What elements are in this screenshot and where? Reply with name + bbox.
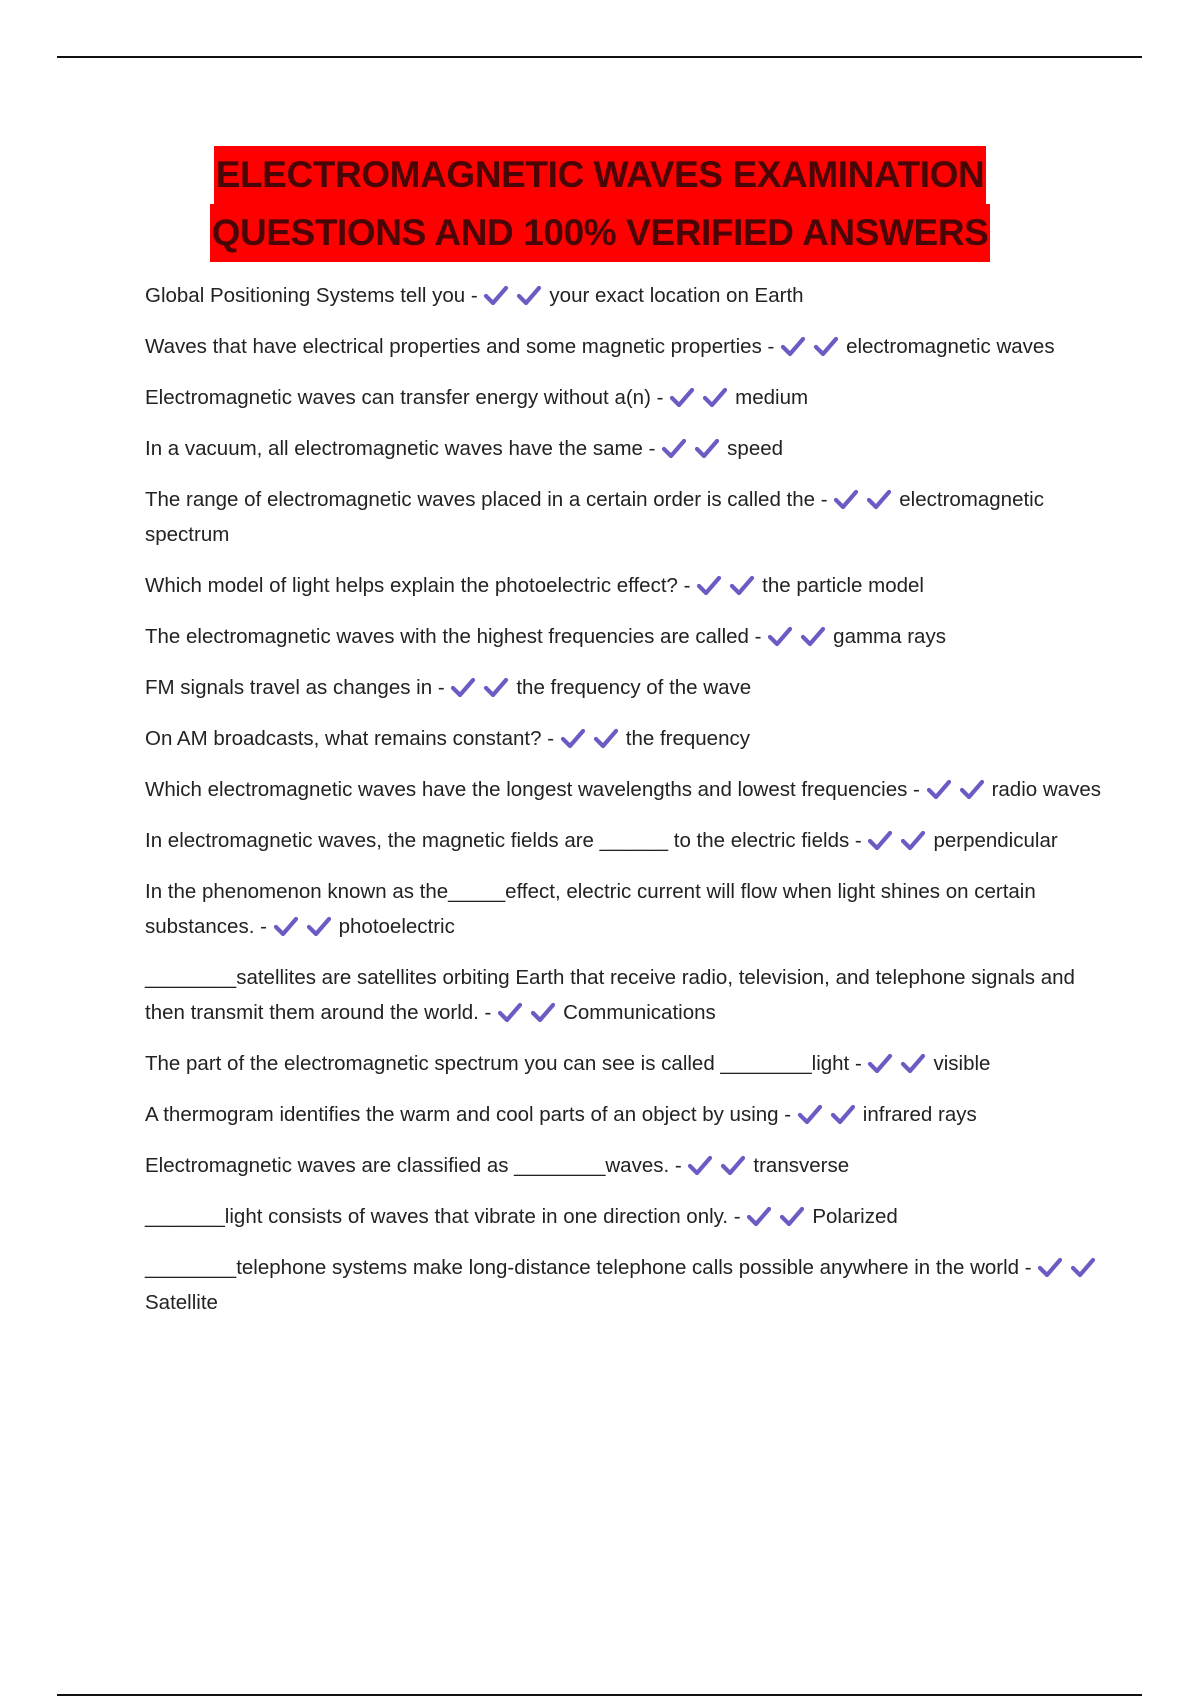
qa-item	[145, 619, 1105, 654]
title-line-1: ELECTROMAGNETIC WAVES EXAMINATION	[214, 146, 987, 204]
check-icon	[926, 778, 952, 800]
answer-text: your exact location on Earth	[549, 284, 804, 307]
answer-text: radio waves	[991, 778, 1101, 801]
check-icon	[530, 1001, 556, 1023]
check-icon	[833, 488, 859, 510]
check-icon	[497, 1001, 523, 1023]
answer-text: perpendicular	[933, 829, 1058, 852]
check-icon	[450, 676, 476, 698]
answer-text: visible	[933, 1052, 991, 1075]
check-icon	[959, 778, 985, 800]
title-line-2: QUESTIONS AND 100% VERIFIED ANSWERS	[210, 204, 991, 262]
check-icon	[1070, 1256, 1096, 1278]
footer-rule	[57, 1694, 1142, 1696]
qa-item	[145, 1148, 1105, 1183]
qa-item	[145, 772, 1105, 807]
qa-item	[145, 721, 1105, 756]
question-text: In electromagnetic waves, the magnetic fields are ______ to the electric fields -	[145, 829, 862, 852]
qa-item	[145, 1046, 1105, 1081]
check-icon	[593, 727, 619, 749]
qa-list	[145, 278, 1105, 1336]
question-text: Electromagnetic waves can transfer energy without a(n) -	[145, 386, 664, 409]
check-icon	[1037, 1256, 1063, 1278]
check-icon	[720, 1154, 746, 1176]
check-icon	[866, 488, 892, 510]
question-text: In the phenomenon known as the_____effect, electric current will flow when light shines on certain substances. -	[145, 880, 1036, 938]
qa-item	[145, 1097, 1105, 1132]
check-icon	[780, 335, 806, 357]
check-icon	[702, 386, 728, 408]
check-icon	[483, 284, 509, 306]
check-icon	[729, 574, 755, 596]
check-icon	[867, 829, 893, 851]
answer-text: medium	[735, 386, 809, 409]
question-text: Waves that have electrical properties and some magnetic properties -	[145, 335, 775, 358]
answer-text: Polarized	[812, 1205, 898, 1228]
answer-text: the frequency of the wave	[516, 676, 752, 699]
answer-text: transverse	[753, 1154, 850, 1177]
check-icon	[900, 1052, 926, 1074]
check-icon	[813, 335, 839, 357]
question-text: In a vacuum, all electromagnetic waves have the same -	[145, 437, 656, 460]
answer-text: infrared rays	[862, 1103, 977, 1126]
check-icon	[696, 574, 722, 596]
qa-item	[145, 960, 1105, 1030]
header-rule	[57, 56, 1142, 58]
page-title	[0, 146, 1200, 262]
answer-text: photoelectric	[338, 915, 455, 938]
check-icon	[694, 437, 720, 459]
check-icon	[779, 1205, 805, 1227]
check-icon	[273, 915, 299, 937]
question-text: Which model of light helps explain the photoelectric effect? -	[145, 574, 691, 597]
question-text: _______light consists of waves that vibrate in one direction only. -	[145, 1205, 741, 1228]
question-text: ________telephone systems make long-distance telephone calls possible anywhere in the world -	[145, 1256, 1032, 1279]
check-icon	[746, 1205, 772, 1227]
check-icon	[669, 386, 695, 408]
check-icon	[560, 727, 586, 749]
question-text: FM signals travel as changes in -	[145, 676, 445, 699]
check-icon	[867, 1052, 893, 1074]
qa-item	[145, 329, 1105, 364]
answer-text: electromagnetic waves	[846, 335, 1055, 358]
qa-item	[145, 380, 1105, 415]
qa-item	[145, 431, 1105, 466]
question-text: The range of electromagnetic waves placed in a certain order is called the -	[145, 488, 828, 511]
check-icon	[800, 625, 826, 647]
qa-item	[145, 1250, 1105, 1320]
answer-text: electromagnetic spectrum	[145, 488, 1044, 546]
qa-item	[145, 670, 1105, 705]
check-icon	[306, 915, 332, 937]
qa-item	[145, 568, 1105, 603]
answer-text: gamma rays	[833, 625, 946, 648]
check-icon	[687, 1154, 713, 1176]
answer-text: speed	[727, 437, 784, 460]
question-text: Electromagnetic waves are classified as ________waves. -	[145, 1154, 682, 1177]
qa-item	[145, 482, 1105, 552]
qa-item	[145, 874, 1105, 944]
question-text: A thermogram identifies the warm and cool parts of an object by using -	[145, 1103, 792, 1126]
answer-text: the particle model	[762, 574, 924, 597]
check-icon	[483, 676, 509, 698]
question-text: The electromagnetic waves with the highest frequencies are called -	[145, 625, 762, 648]
qa-item	[145, 1199, 1105, 1234]
question-text: On AM broadcasts, what remains constant? -	[145, 727, 555, 750]
answer-text: Satellite	[145, 1291, 218, 1314]
question-text: ________satellites are satellites orbiting Earth that receive radio, television, and telephone signals and then transmit them around the world. -	[145, 966, 1075, 1024]
question-text: The part of the electromagnetic spectrum you can see is called ________light -	[145, 1052, 862, 1075]
qa-item	[145, 278, 1105, 313]
question-text: Which electromagnetic waves have the longest wavelengths and lowest frequencies -	[145, 778, 920, 801]
question-text: Global Positioning Systems tell you -	[145, 284, 478, 307]
check-icon	[830, 1103, 856, 1125]
answer-text: Communications	[563, 1001, 716, 1024]
check-icon	[900, 829, 926, 851]
check-icon	[767, 625, 793, 647]
answer-text: the frequency	[625, 727, 750, 750]
check-icon	[516, 284, 542, 306]
check-icon	[661, 437, 687, 459]
check-icon	[797, 1103, 823, 1125]
qa-item	[145, 823, 1105, 858]
